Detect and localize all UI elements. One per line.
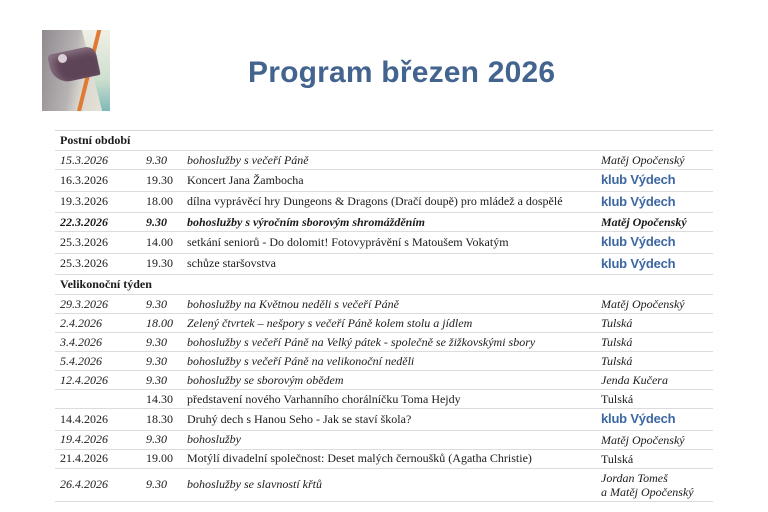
event-time: 9.30	[146, 296, 167, 311]
table-row	[55, 450, 713, 469]
event-description: představení nového Varhanního chorálníčku Toma Hejdy	[187, 391, 461, 406]
event-venue	[601, 412, 713, 426]
event-description: bohoslužby s večeří Páně	[187, 152, 309, 167]
event-description: Motýlí divadelní společnost: Deset malých černoušků (Agatha Christie)	[187, 451, 532, 465]
table-row	[55, 170, 713, 192]
event-venue	[601, 173, 713, 187]
event-venue	[601, 257, 713, 271]
section-label: Velikonoční týden	[60, 277, 152, 291]
section-header	[55, 275, 713, 295]
event-description: Zelený čtvrtek – nešpory s večeří Páně kolem stolu a jídlem	[187, 315, 473, 330]
event-description: bohoslužby na Květnou neděli s večeří Páně	[187, 296, 399, 311]
klub-vydech-logo: klub Výdech	[601, 411, 676, 427]
event-date: 16.3.2026	[60, 172, 108, 187]
event-date: 5.4.2026	[60, 353, 102, 368]
table-row	[55, 431, 713, 450]
event-description: Druhý dech s Hanou Seho - Jak se staví škola?	[187, 411, 412, 426]
event-venue	[601, 297, 713, 311]
event-time: 18.30	[146, 411, 173, 426]
table-row	[55, 390, 713, 409]
event-person: Matěj Opočenský	[601, 153, 685, 167]
event-description: bohoslužby se slavností křtů	[187, 477, 322, 491]
klub-vydech-logo: klub Výdech	[601, 193, 676, 209]
event-time: 9.30	[146, 214, 167, 229]
event-date: 22.3.2026	[60, 214, 108, 229]
event-date: 15.3.2026	[60, 152, 108, 167]
event-date: 19.4.2026	[60, 432, 108, 446]
table-row	[55, 469, 713, 502]
table-row	[55, 314, 713, 333]
event-time: 9.30	[146, 334, 167, 349]
table-row	[55, 352, 713, 371]
page-title: Program březen 2026	[248, 56, 556, 89]
event-time: 9.30	[146, 372, 167, 387]
table-row	[55, 333, 713, 352]
event-description: dílna vyprávěcí hry Dungeons & Dragons (Dračí doupě) pro mládež a dospělé	[187, 194, 563, 209]
event-time: 19.00	[146, 451, 173, 465]
event-venue	[601, 215, 713, 229]
event-date: 25.3.2026	[60, 234, 108, 249]
event-person: Tulská	[601, 392, 634, 406]
event-venue	[601, 235, 713, 249]
event-description: setkání seniorů - Do dolomit! Fotovyprávění s Matoušem Vokatým	[187, 234, 509, 249]
event-date: 14.4.2026	[60, 411, 108, 426]
event-time: 18.00	[146, 194, 173, 209]
event-time: 14.30	[146, 391, 173, 406]
event-person: Tulská	[601, 335, 633, 349]
klub-vydech-logo: klub Výdech	[601, 172, 676, 188]
klub-vydech-logo: klub Výdech	[601, 234, 676, 250]
event-description: bohoslužby se sborovým obědem	[187, 372, 344, 387]
event-person: Tulská	[601, 316, 633, 330]
event-venue	[601, 316, 713, 330]
event-time: 9.30	[146, 152, 167, 167]
event-date: 3.4.2026	[60, 334, 102, 349]
event-person: Matěj Opočenský	[601, 432, 685, 447]
table-row	[55, 213, 713, 232]
header-photo	[42, 30, 110, 111]
event-person: Jenda Kučera	[601, 373, 668, 387]
event-time: 19.30	[146, 256, 173, 271]
event-venue	[601, 373, 713, 387]
section-header	[55, 131, 713, 151]
event-person: Matěj Opočenský	[601, 297, 685, 311]
event-person-second: a Matěj Opočenský	[601, 484, 694, 499]
event-description: schůze staršovstva	[187, 256, 276, 271]
table-row	[55, 192, 713, 214]
table-row	[55, 409, 713, 431]
event-venue	[601, 195, 713, 209]
event-venue	[601, 433, 713, 447]
program-table	[55, 130, 713, 502]
event-venue	[601, 354, 713, 368]
event-time: 9.30	[146, 432, 167, 446]
event-person: Matěj Opočenský	[601, 215, 687, 229]
event-venue	[601, 392, 713, 406]
event-person: Tulská	[601, 451, 634, 466]
event-time: 9.30	[146, 477, 167, 491]
table-row	[55, 151, 713, 170]
event-description: bohoslužby s výročním sborovým shromážděním	[187, 214, 426, 229]
section-label: Postní období	[60, 133, 131, 147]
event-description: Koncert Jana Žambocha	[187, 172, 304, 187]
event-description: bohoslužby	[187, 432, 241, 446]
event-venue	[601, 452, 713, 466]
klub-vydech-logo: klub Výdech	[601, 255, 676, 271]
event-date: 29.3.2026	[60, 296, 108, 311]
table-row	[55, 371, 713, 390]
event-venue	[601, 153, 713, 167]
event-date: 26.4.2026	[60, 477, 108, 491]
event-person: Tulská	[601, 354, 633, 368]
event-description: bohoslužby s večeří Páně na velikonoční neděli	[187, 353, 415, 368]
event-date: 25.3.2026	[60, 256, 108, 271]
event-time: 19.30	[146, 172, 173, 187]
event-date: 2.4.2026	[60, 315, 102, 330]
event-date: 12.4.2026	[60, 372, 108, 387]
table-row	[55, 295, 713, 314]
event-time: 18.00	[146, 315, 173, 330]
event-time: 9.30	[146, 353, 167, 368]
event-person: Jordan Tomeš	[601, 470, 668, 485]
event-time: 14.00	[146, 234, 173, 249]
event-description: bohoslužby s večeří Páně na Velký pátek - společně se žižkovskými sbory	[187, 334, 536, 349]
table-row	[55, 254, 713, 276]
table-row	[55, 232, 713, 254]
event-venue	[601, 471, 713, 499]
event-venue	[601, 335, 713, 349]
event-date: 21.4.2026	[60, 451, 108, 465]
event-date: 19.3.2026	[60, 194, 108, 209]
